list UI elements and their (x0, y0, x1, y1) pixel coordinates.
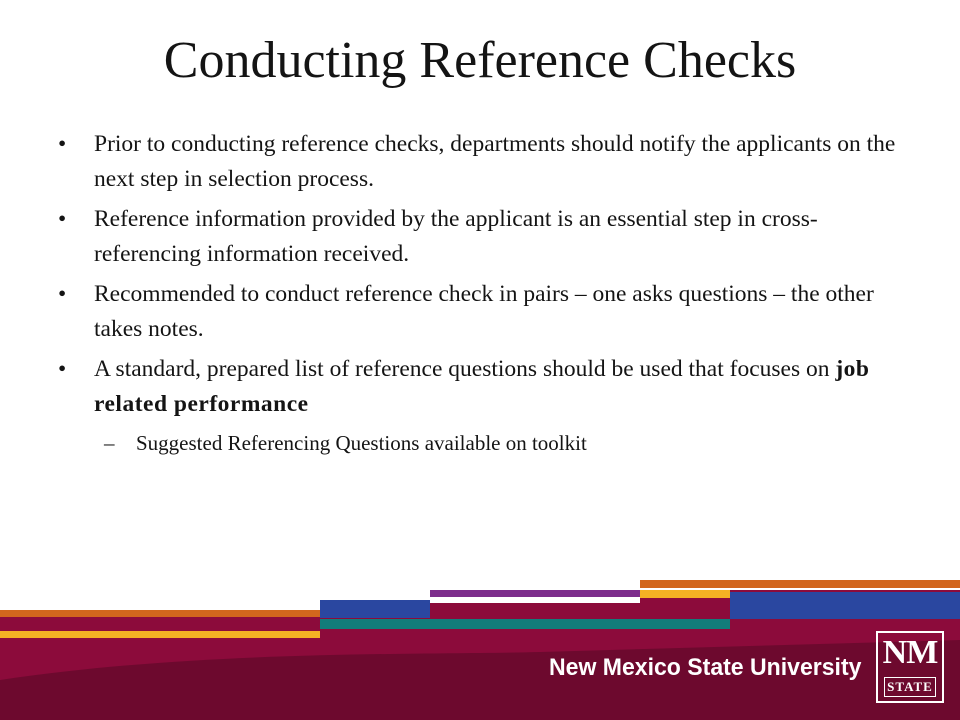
nmsu-logo (876, 631, 944, 703)
bullet-marker: • (58, 131, 67, 157)
university-wordmark: New Mexico State University (549, 654, 862, 681)
bullet-text: Recommended to conduct reference check in pairs – one asks questions – the other takes notes. (94, 281, 874, 342)
bullet-item (56, 127, 906, 197)
bullet-list (56, 127, 906, 459)
stripe-blue (730, 592, 960, 619)
sub-bullet-item (56, 427, 906, 459)
sub-bullet-text: Suggested Referencing Questions available on toolkit (136, 431, 587, 455)
bullet-marker: • (58, 281, 67, 307)
bullet-item (56, 202, 906, 272)
slide-title: Conducting Reference Checks (163, 32, 797, 89)
stripe-blue (320, 600, 430, 618)
bullet-item (56, 277, 906, 347)
stripe-gold (640, 590, 730, 598)
footer-stripes (0, 570, 960, 720)
bullet-text: Reference information provided by the applicant is an essential step in cross-referencing information received. (94, 206, 818, 267)
stripe-orange (640, 580, 960, 588)
stripe-gold (0, 631, 320, 638)
bullet-item (56, 352, 906, 422)
bullet-marker: • (58, 206, 67, 232)
logo-nm-text: NM (882, 634, 938, 671)
stripe-orange (0, 610, 320, 617)
sub-bullet-marker: – (104, 431, 115, 455)
logo-state-text: STATE (884, 677, 936, 697)
bullet-bold-text: job related performance (94, 356, 870, 417)
stripe-purple (430, 590, 640, 597)
bullet-text: Prior to conducting reference checks, departments should notify the applicants on the next step in selection process. (94, 131, 896, 192)
bullet-text: A standard, prepared list of reference questions should be used that focuses on (94, 356, 836, 382)
stripe-teal (320, 619, 730, 629)
bullet-marker: • (58, 356, 67, 382)
